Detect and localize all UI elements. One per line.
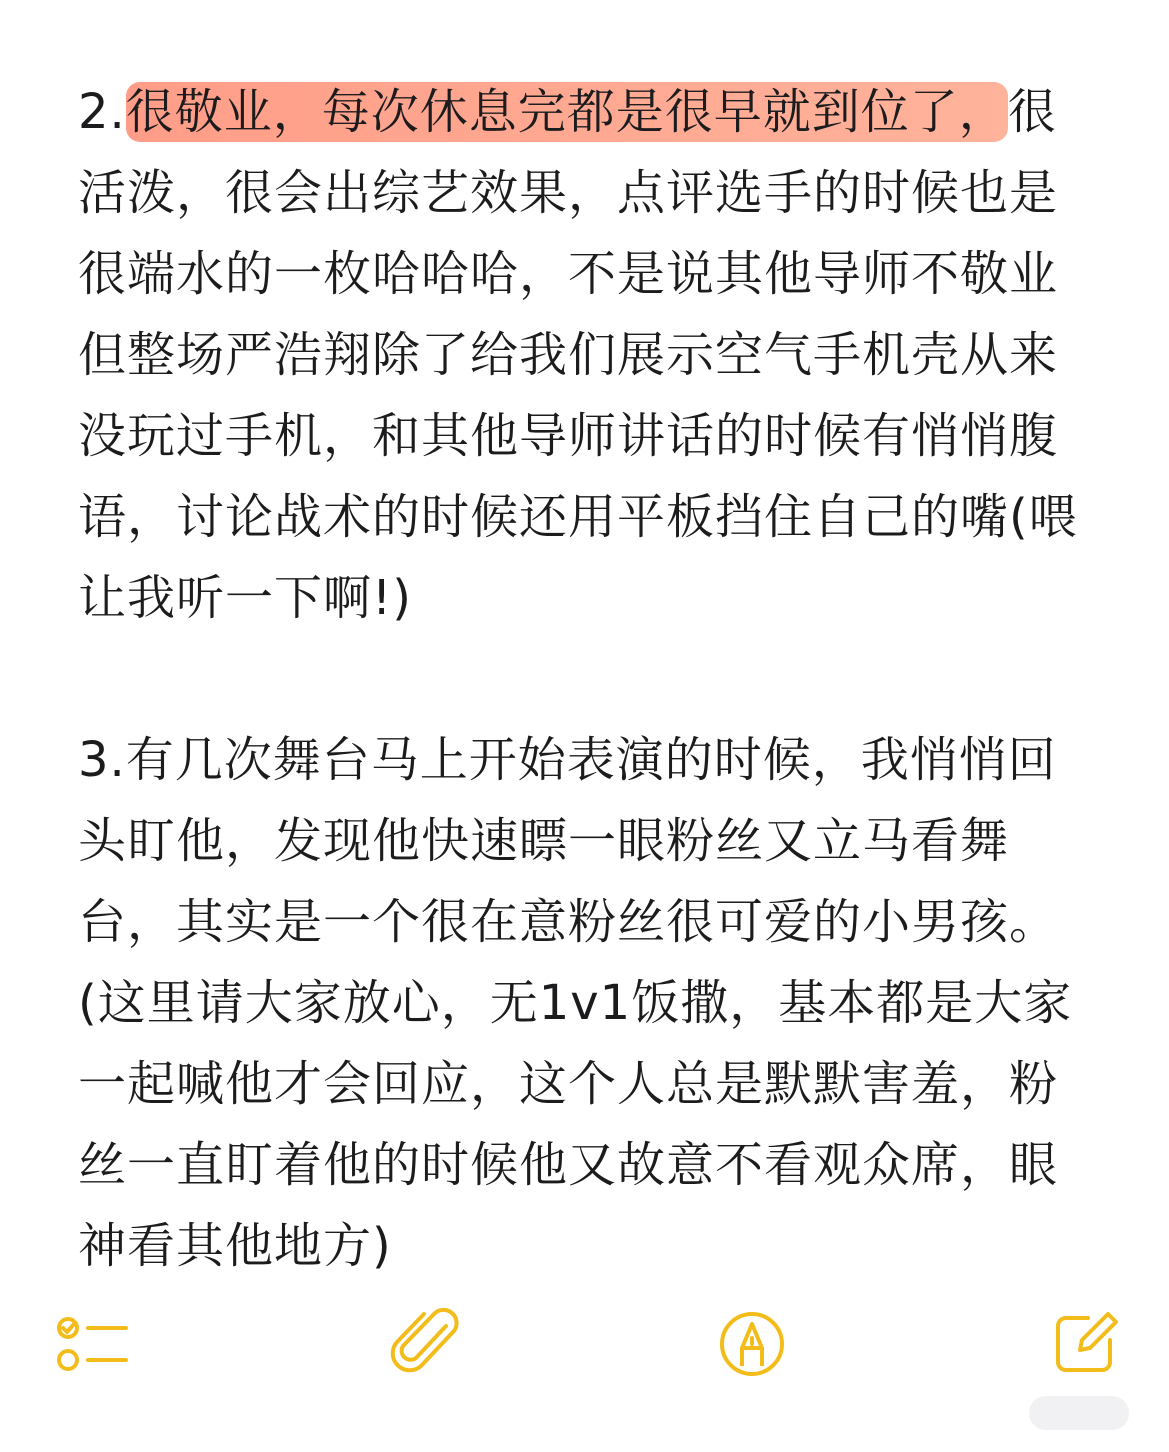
note-body[interactable] <box>78 72 1088 1287</box>
note-paragraph-2 <box>78 72 1088 639</box>
paragraph-number: 2. <box>78 84 126 140</box>
highlighted-text: 很敬业，每次休息完都是很早就到位了， <box>125 84 1008 140</box>
watermark-badge <box>1029 1396 1129 1430</box>
note-paragraph-3: 3.有几次舞台马上开始表演的时候，我悄悄回头盯他，发现他快速瞟一眼粉丝又立马看舞台，其实是一个很在意粉丝很可爱的小男孩。(这里请大家放心，无1v1饭撒，基本都是大家一起喊他才会回应，这个人总是默默害羞，粉丝一直盯着他的时候他又故意不看观众席，眼神看其他地方) <box>78 732 1073 1274</box>
compose-button[interactable] <box>1044 1304 1124 1384</box>
bottom-toolbar <box>0 1296 1169 1386</box>
checklist-button[interactable] <box>54 1304 134 1384</box>
paragraph-text: 很活泼，很会出综艺效果，点评选手的时候也是很端水的一枚哈哈哈，不是说其他导师不敬业但整场严浩翔除了给我们展示空气手机壳从来没玩过手机，和其他导师讲话的时候有悄悄腹语，讨论战术的时候还用平板挡住自己的嘴(喂让我听一下啊!) <box>78 84 1078 626</box>
attachment-button[interactable] <box>386 1304 466 1384</box>
attachment-icon <box>386 1304 466 1384</box>
markup-button[interactable] <box>712 1304 792 1384</box>
compose-icon <box>1044 1304 1124 1384</box>
markup-icon <box>712 1304 792 1384</box>
checklist-icon <box>54 1304 134 1384</box>
